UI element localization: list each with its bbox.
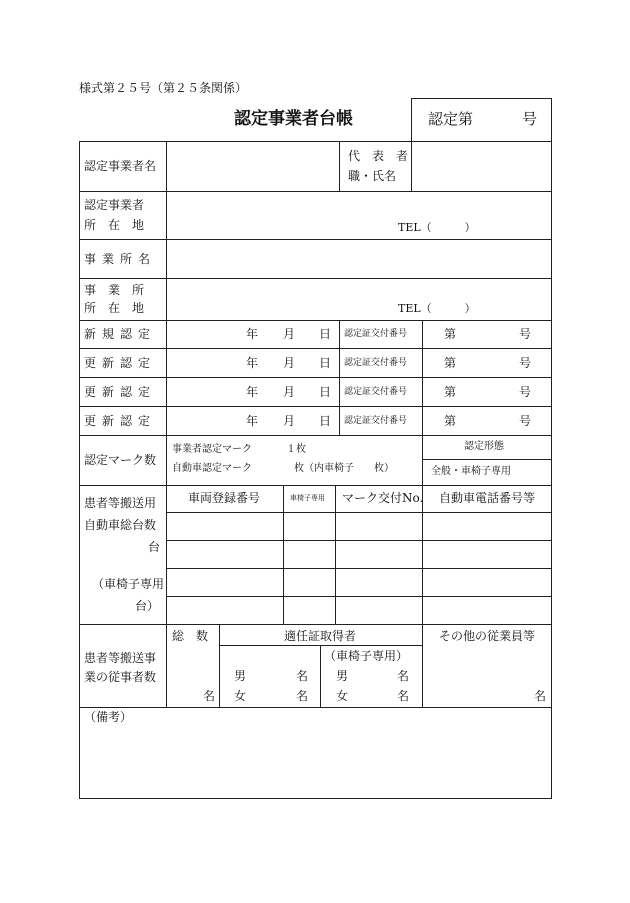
female-label: 女 xyxy=(234,689,247,703)
cert-form-value: 全般・車椅子専用 xyxy=(431,466,511,477)
vehicles-label-2: 自動車総台数 xyxy=(84,518,157,532)
male-wc-label: 男 xyxy=(336,669,349,683)
vehicles-label-1: 患者等搬送用 xyxy=(84,496,157,510)
cert-row-month: 月 xyxy=(283,385,296,399)
col-wheelchair: 車椅子専用 xyxy=(290,494,325,502)
vehicles-label-5: 台） xyxy=(135,599,160,613)
cert-row-go: 号 xyxy=(519,414,532,428)
cert-row-label: 更新認定 xyxy=(84,414,157,428)
label-office-address-1: 事 業 所 xyxy=(84,283,145,297)
cert-row-year: 年 xyxy=(246,356,259,370)
label-mark-count: 認定マーク数 xyxy=(84,453,157,467)
cert-row-year: 年 xyxy=(246,327,259,341)
vehicles-label-4: （車椅子専用 xyxy=(92,577,165,591)
staff-label-1: 患者等搬送事 xyxy=(84,651,157,665)
cert-row-year: 年 xyxy=(246,414,259,428)
operator-mark-count: １枚 xyxy=(286,444,306,455)
col-mark-no: マーク交付No. xyxy=(342,491,424,505)
cert-row-day: 日 xyxy=(319,414,332,428)
cert-form-label: 認定形態 xyxy=(464,441,504,452)
operator-mark-label: 事業者認定マーク xyxy=(172,444,252,455)
male-unit: 名 xyxy=(296,669,309,683)
col-car-phone: 自動車電話番号等 xyxy=(439,491,536,505)
cert-row-dai: 第 xyxy=(444,356,457,370)
cert-row-dai: 第 xyxy=(444,385,457,399)
remarks-label: （備考） xyxy=(84,710,133,724)
qualified-label: 適任証取得者 xyxy=(284,629,357,643)
label-operator-address-2: 所 在 地 xyxy=(84,218,145,232)
office-tel: TEL（ ） xyxy=(398,302,476,315)
col-vehicle-reg: 車両登録番号 xyxy=(188,491,261,505)
female-wc-unit: 名 xyxy=(397,689,410,703)
cert-row-no-label: 認定証交付番号 xyxy=(344,387,408,397)
other-staff-label: その他の従業員等 xyxy=(439,629,536,643)
label-representative-1: 代 表 者 xyxy=(348,149,409,163)
female-unit: 名 xyxy=(296,689,309,703)
cert-row-year: 年 xyxy=(246,385,259,399)
vehicle-mark-label: 自動車認定マーク xyxy=(172,463,252,474)
cert-row-go: 号 xyxy=(519,385,532,399)
cert-number-label: 認定第 xyxy=(428,110,474,128)
cert-row-label: 更新認定 xyxy=(84,385,157,399)
cert-row-go: 号 xyxy=(519,356,532,370)
cert-row-dai: 第 xyxy=(444,327,457,341)
cert-row-day: 日 xyxy=(319,385,332,399)
cert-row-label: 更新認定 xyxy=(84,356,157,370)
female-wc-label: 女 xyxy=(336,689,349,703)
label-operator-name: 認定事業者名 xyxy=(84,159,157,173)
cert-row-no-label: 認定証交付番号 xyxy=(344,358,408,368)
label-office-address-2: 所 在 地 xyxy=(84,301,145,315)
cert-row-day: 日 xyxy=(319,356,332,370)
male-wc-unit: 名 xyxy=(397,669,410,683)
vehicles-label-3: 台 xyxy=(148,540,161,554)
cert-row-no-label: 認定証交付番号 xyxy=(344,329,408,339)
page-title: 認定事業者台帳 xyxy=(234,109,353,129)
label-operator-address-1: 認定事業者 xyxy=(84,198,145,212)
cert-row-label: 新規認定 xyxy=(84,327,157,341)
cert-row-go: 号 xyxy=(519,327,532,341)
cert-row-dai: 第 xyxy=(444,414,457,428)
cert-row-month: 月 xyxy=(283,327,296,341)
operator-tel: TEL（ ） xyxy=(398,221,476,234)
staff-label-2: 業の従事者数 xyxy=(84,670,157,684)
cert-row-month: 月 xyxy=(283,356,296,370)
other-staff-unit: 名 xyxy=(534,689,547,703)
label-office-name: 事業所名 xyxy=(84,252,157,266)
cert-row-month: 月 xyxy=(283,414,296,428)
staff-total-unit: 名 xyxy=(203,689,216,703)
label-representative-2: 職・氏名 xyxy=(348,169,397,183)
cert-number-suffix: 号 xyxy=(522,110,538,128)
staff-total-label: 総 数 xyxy=(172,629,209,643)
cert-row-no-label: 認定証交付番号 xyxy=(344,416,408,426)
cert-row-day: 日 xyxy=(319,327,332,341)
form-number: 様式第２５号（第２５条関係） xyxy=(79,81,248,95)
wheelchair-only-label: （車椅子専用） xyxy=(324,649,409,663)
male-label: 男 xyxy=(234,669,247,683)
vehicle-mark-count: 枚（内車椅子 枚） xyxy=(294,463,394,474)
